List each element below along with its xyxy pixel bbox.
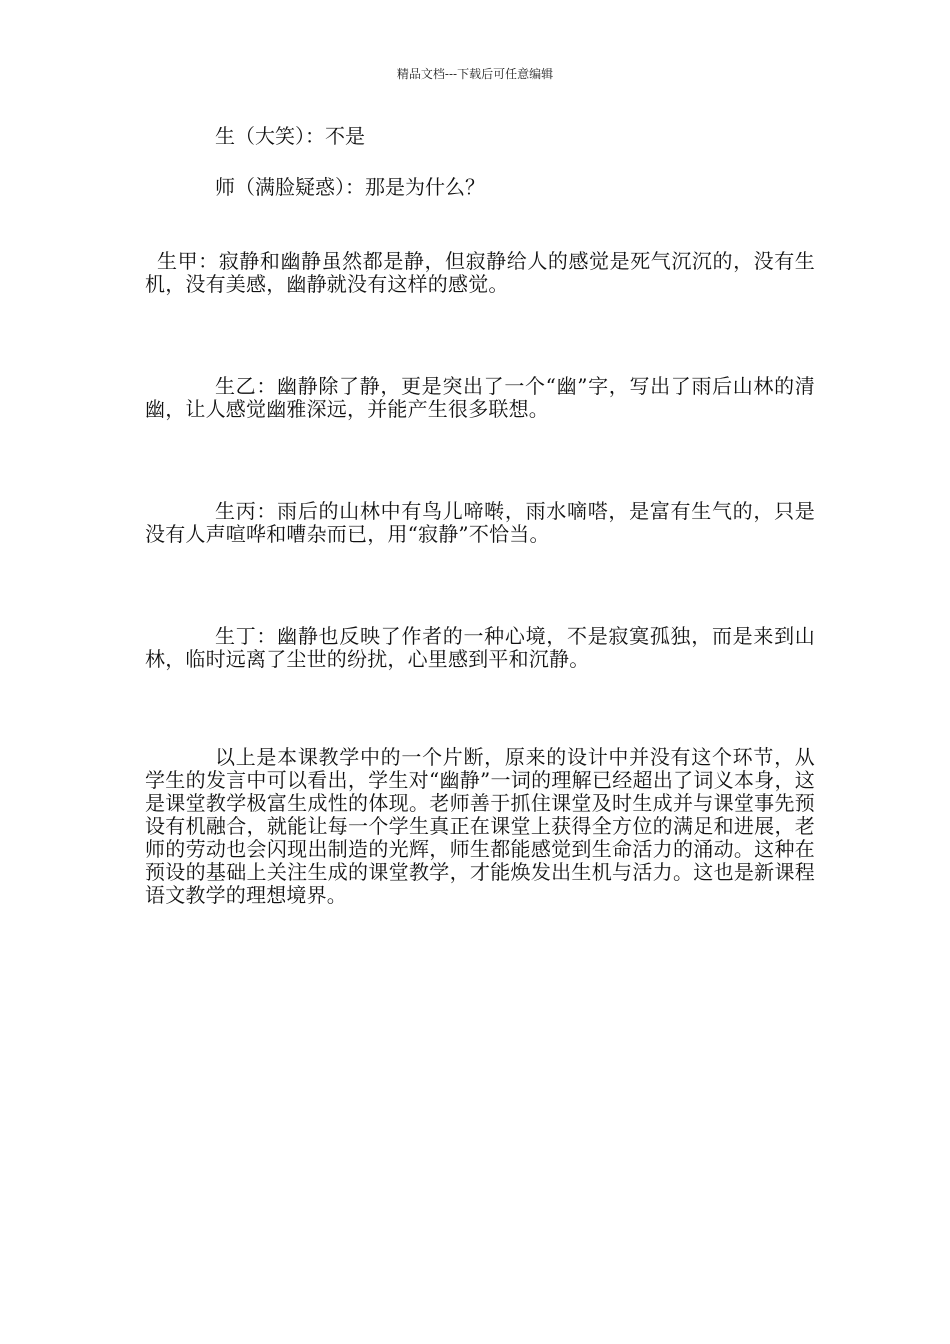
response-yi: 生乙：幽静除了静，更是突出了一个“幽”字，写出了雨后山林的清幽，让人感觉幽雅深远，并能产生很多联想。 [145,374,815,421]
response-ding: 生丁：幽静也反映了作者的一种心境，不是寂寞孤独，而是来到山林，临时远离了尘世的纷扰，心里感到平和沉静。 [145,624,815,671]
response-jia: 生甲：寂静和幽静虽然都是静，但寂静给人的感觉是死气沉沉的，没有生机，没有美感，幽静就没有这样的感觉。 [145,249,815,296]
dialogue-line-teacher: 师（满脸疑惑）：那是为什么？ [215,175,485,199]
response-bing: 生丙：雨后的山林中有鸟儿啼啭，雨水嘀嗒，是富有生气的，只是没有人声喧哗和嘈杂而已，用“寂静”不恰当。 [145,499,815,546]
dialogue-line-student: 生（大笑）：不是 [215,124,365,148]
page-header: 精品文档---下载后可任意编辑 [396,67,554,81]
summary-paragraph: 以上是本课教学中的一个片断，原来的设计中并没有这个环节，从学生的发言中可以看出，学生对“幽静”一词的理解已经超出了词义本身，这是课堂教学极富生成性的体现。老师善于抓住课堂及时生成并与课堂事先预设有机融合，就能让每一个学生真正在课堂上获得全方位的满足和进展，老师的劳动也会闪现出制造的光辉，师生都能感觉到生命活力的涌动。这种在预设的基础上关注生成的课堂教学，才能焕发出生机与活力。这也是新课程语文教学的理想境界。 [145,745,815,907]
